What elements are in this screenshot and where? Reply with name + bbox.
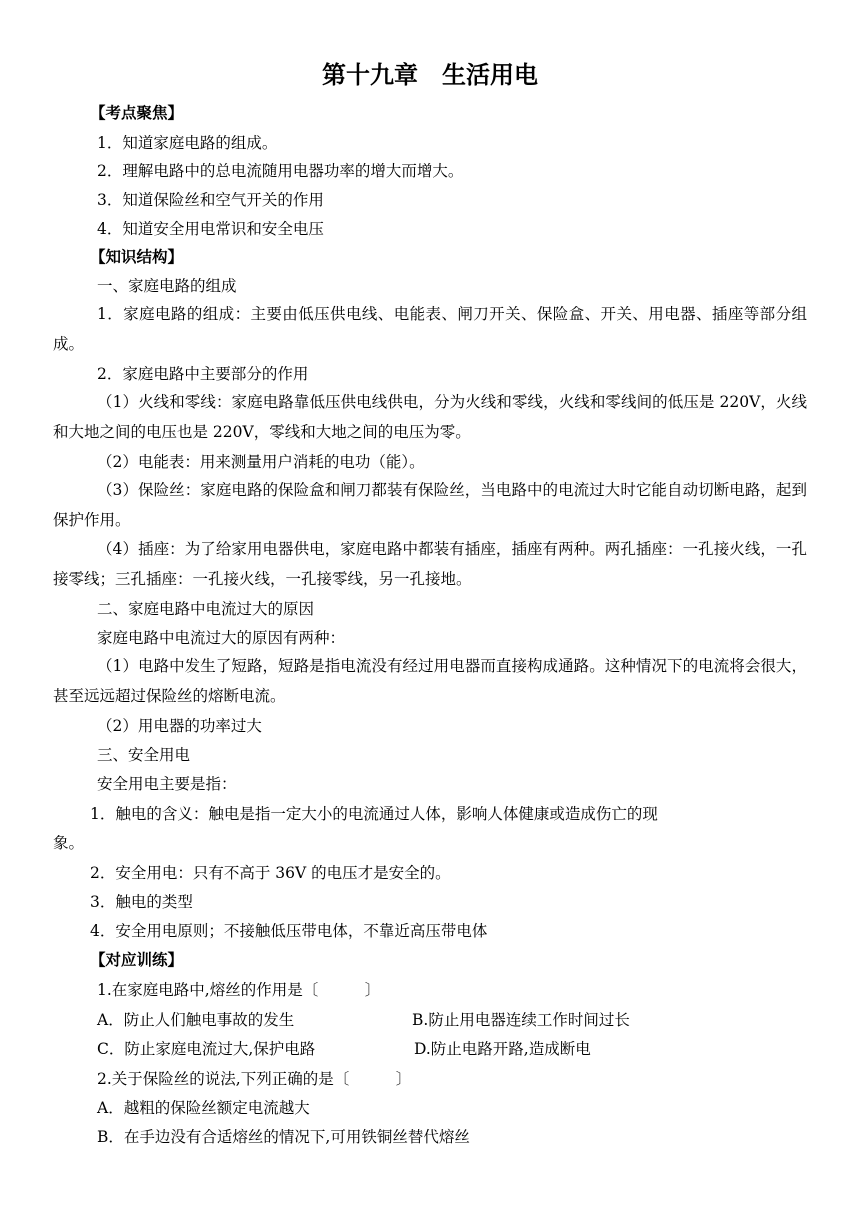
part2-sub-1: （1）电路中发生了短路，短路是指电流没有经过用电器而直接构成通路。这种情况下的电流将会很大，甚至远远超过保险丝的熔断电流。 xyxy=(53,657,807,705)
zhishi-heading: 【知识结构】 xyxy=(90,248,184,266)
question-2-stem: 2.关于保险丝的说法,下列正确的是〔 〕 xyxy=(97,1070,412,1088)
part2-heading: 二、家庭电路中电流过大的原因 xyxy=(97,600,315,618)
kaodian-item-2: 2．理解电路中的总电流随用电器功率的增大而增大。 xyxy=(97,162,464,180)
part2-intro: 家庭电路中电流过大的原因有两种： xyxy=(97,629,346,647)
part1-sub-1: （1）火线和零线：家庭电路靠低压供电线供电，分为火线和零线，火线和零线间的低压是 220V，火线和大地之间的电压也是 220V，零线和大地之间的电压为零。 xyxy=(53,393,807,441)
part3-item-2: 2．安全用电：只有不高于 36V 的电压才是安全的。 xyxy=(90,864,451,882)
question-1-option-d: D.防止电路开路,造成断电 xyxy=(414,1040,591,1058)
part1-heading: 一、家庭电路的组成 xyxy=(97,277,237,295)
part3-item-3: 3．触电的类型 xyxy=(90,893,193,911)
question-1-stem: 1.在家庭电路中,熔丝的作用是〔 〕 xyxy=(97,981,381,999)
kaodian-item-3: 3．知道保险丝和空气开关的作用 xyxy=(97,191,324,209)
xunlian-heading: 【对应训练】 xyxy=(90,951,184,969)
part3-heading: 三、安全用电 xyxy=(97,746,191,764)
part1-sub-2: （2）电能表：用来测量用户消耗的电功（能）。 xyxy=(97,453,425,471)
question-1-option-b: B.防止用电器连续工作时间过长 xyxy=(412,1011,630,1029)
question-1-option-c: C．防止家庭电流过大,保护电路 xyxy=(97,1040,316,1058)
part1-item-1: 1．家庭电路的组成：主要由低压供电线、电能表、闸刀开关、保险盒、开关、用电器、插座等部分组成。 xyxy=(53,305,807,353)
part3-item-4: 4．安全用电原则；不接触低压带电体，不靠近高压带电体 xyxy=(90,922,488,940)
question-2-option-a: A．越粗的保险丝额定电流越大 xyxy=(97,1099,310,1117)
part1-sub-4: （4）插座：为了给家用电器供电，家庭电路中都装有插座，插座有两种。两孔插座：一孔接火线，一孔接零线；三孔插座：一孔接火线，一孔接零线，另一孔接地。 xyxy=(53,540,807,588)
kaodian-item-4: 4．知道安全用电常识和安全电压 xyxy=(97,220,324,238)
part3-intro: 安全用电主要是指： xyxy=(97,775,237,793)
chapter-title: 第十九章 生活用电 xyxy=(322,61,538,89)
kaodian-item-1: 1．知道家庭电路的组成。 xyxy=(97,134,278,152)
part3-item-1-b: 象。 xyxy=(53,834,85,852)
question-2-option-b: B．在手边没有合适熔丝的情况下,可用铁铜丝替代熔丝 xyxy=(97,1128,470,1146)
kaodian-heading: 【考点聚焦】 xyxy=(90,104,184,122)
part2-sub-2: （2）用电器的功率过大 xyxy=(97,717,262,735)
question-1-option-a: A．防止人们触电事故的发生 xyxy=(97,1011,295,1029)
part3-item-1-a: 1．触电的含义：触电是指一定大小的电流通过人体，影响人体健康或造成伤亡的现 xyxy=(90,805,658,823)
part1-item-2: 2．家庭电路中主要部分的作用 xyxy=(97,365,309,383)
part1-sub-3: （3）保险丝：家庭电路的保险盒和闸刀都装有保险丝，当电路中的电流过大时它能自动切断电路，起到保护作用。 xyxy=(53,481,807,529)
